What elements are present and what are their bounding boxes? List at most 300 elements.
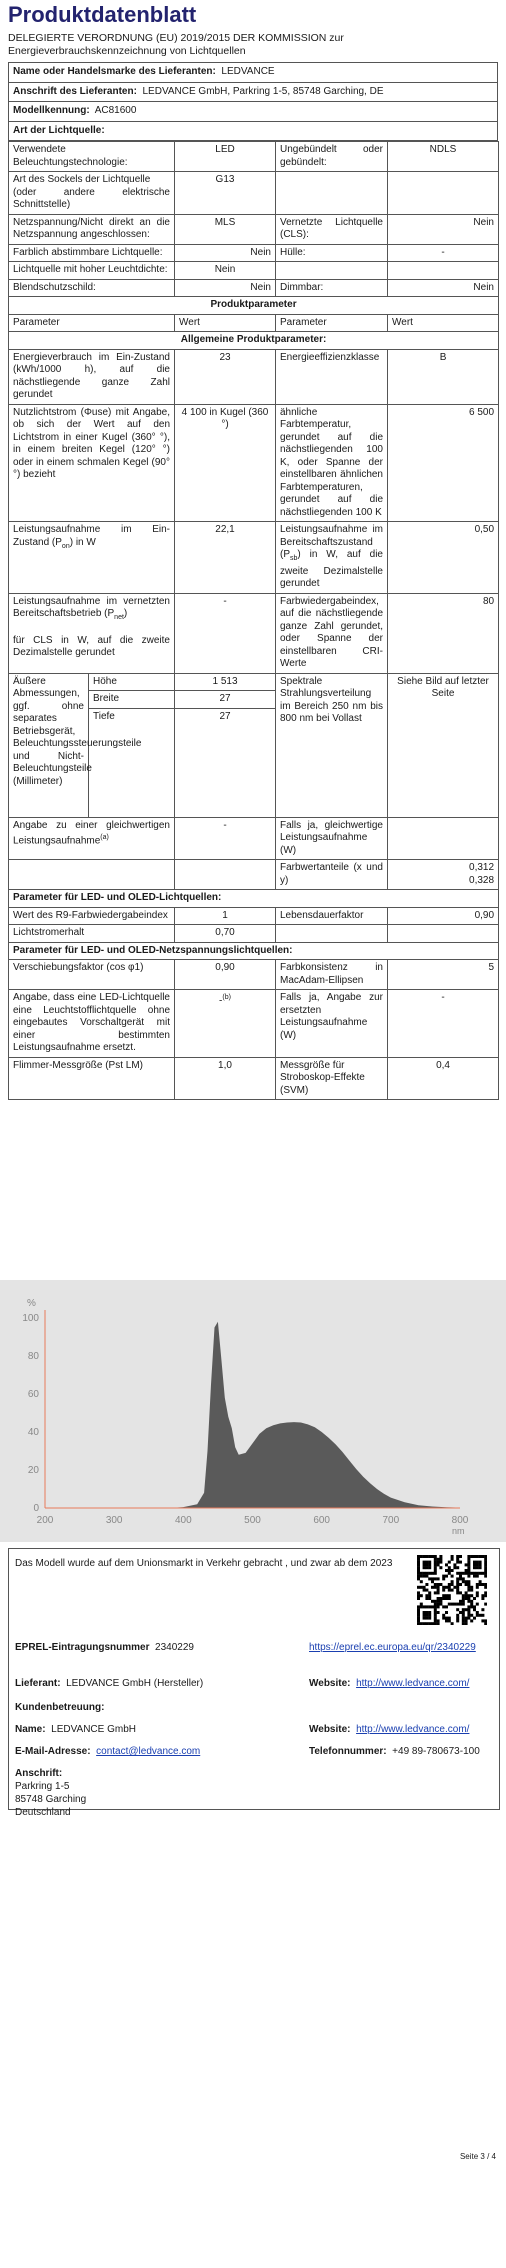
address-label: Anschrift: <box>15 1768 63 1779</box>
qr-module <box>484 1566 487 1569</box>
qr-module <box>417 1619 420 1622</box>
qr-module <box>456 1603 459 1606</box>
qr-module <box>428 1594 431 1597</box>
dimension-label: Höhe <box>89 673 175 691</box>
spectrum-chart <box>0 1280 506 1542</box>
qr-module <box>439 1597 442 1600</box>
qr-module <box>448 1619 451 1622</box>
qr-module <box>448 1594 451 1597</box>
cell-value: MLS <box>175 214 276 244</box>
supplier-row <box>9 83 497 103</box>
website2-label: Website: <box>309 1724 351 1735</box>
dimension-value: 27 <box>175 691 276 709</box>
qr-module <box>439 1603 442 1606</box>
qr-module <box>442 1589 445 1592</box>
qr-module <box>428 1605 431 1608</box>
qr-module <box>423 1622 426 1625</box>
qr-module <box>431 1622 434 1625</box>
cell-label: Netzspannung/Nicht direkt an die Netzspannung angeschlossen: <box>9 214 175 244</box>
qr-module <box>481 1594 484 1597</box>
label-text: für CLS in W, auf die zweite Dezimalstelle gerundet <box>13 634 170 658</box>
qr-module <box>437 1563 440 1566</box>
qr-module <box>484 1555 487 1558</box>
qr-module <box>425 1561 428 1564</box>
qr-module <box>423 1575 426 1578</box>
qr-module <box>479 1561 482 1564</box>
qr-module <box>451 1569 454 1572</box>
cell-value <box>388 817 499 860</box>
y-tick-label: 20 <box>27 1465 39 1476</box>
qr-module <box>417 1611 420 1614</box>
x-tick-label: 800 <box>451 1515 469 1526</box>
value-line: 0,312 <box>469 862 495 873</box>
qr-module <box>484 1569 487 1572</box>
cell-value: NDLS <box>388 142 499 172</box>
product-params-table <box>8 296 499 1100</box>
qr-module <box>431 1572 434 1575</box>
dimension-value: 27 <box>175 708 276 817</box>
qr-module <box>470 1555 473 1558</box>
qr-module <box>434 1614 437 1617</box>
qr-module <box>417 1597 420 1600</box>
qr-module <box>456 1586 459 1589</box>
qr-module <box>417 1569 420 1572</box>
qr-module <box>456 1617 459 1620</box>
row-value: AC81600 <box>94 105 137 116</box>
qr-module <box>470 1600 473 1603</box>
qr-module <box>448 1583 451 1586</box>
qr-module <box>476 1563 479 1566</box>
qr-module <box>456 1591 459 1594</box>
label-text: ) in W, auf die zweite Dezimalstelle gerundet <box>280 549 383 589</box>
phone-line <box>309 1745 480 1758</box>
qr-module <box>465 1619 468 1622</box>
qr-module <box>445 1586 448 1589</box>
cell-empty <box>9 860 175 890</box>
address-block <box>15 1767 86 1819</box>
name-label: Name: <box>15 1724 46 1735</box>
light-source-table <box>8 141 499 297</box>
y-tick-label: 100 <box>22 1313 39 1324</box>
qr-module <box>476 1603 479 1606</box>
qr-module <box>417 1614 420 1617</box>
cell-label-line: (oder andere elektrische Schnittstelle) <box>13 186 170 210</box>
qr-module <box>425 1563 428 1566</box>
qr-module <box>467 1583 470 1586</box>
qr-module <box>445 1617 448 1620</box>
qr-module <box>473 1605 476 1608</box>
phone-value: +49 89-780673-100 <box>392 1746 480 1757</box>
qr-module <box>476 1614 479 1617</box>
qr-module <box>437 1577 440 1580</box>
qr-module <box>428 1577 431 1580</box>
cell-empty <box>276 262 388 280</box>
qr-module <box>459 1591 462 1594</box>
cell-label <box>9 593 175 673</box>
qr-module <box>462 1622 465 1625</box>
qr-module <box>423 1614 426 1617</box>
email-link[interactable]: contact@ledvance.com <box>96 1746 201 1757</box>
cell-value: 80 <box>388 593 499 673</box>
cell-label: Lichtstromerhalt <box>9 925 175 943</box>
qr-module <box>420 1594 423 1597</box>
qr-module <box>437 1622 440 1625</box>
qr-module <box>462 1608 465 1611</box>
qr-module <box>473 1608 476 1611</box>
cell-label <box>9 172 175 215</box>
cell-value: G13 <box>175 172 276 215</box>
cell-label: Farblich abstimmbare Lichtquelle: <box>9 244 175 262</box>
label-superscript: (a) <box>100 834 109 841</box>
qr-module <box>425 1617 428 1620</box>
qr-module <box>448 1572 451 1575</box>
qr-module <box>451 1622 454 1625</box>
qr-module <box>473 1572 476 1575</box>
supplier-value: LEDVANCE GmbH (Hersteller) <box>66 1678 204 1689</box>
qr-module <box>470 1605 473 1608</box>
qr-module <box>476 1575 479 1578</box>
qr-module <box>434 1566 437 1569</box>
qr-module <box>425 1614 428 1617</box>
qr-module <box>467 1605 470 1608</box>
eprel-link[interactable]: https://eprel.ec.europa.eu/qr/2340229 <box>309 1642 476 1653</box>
qr-module <box>439 1566 442 1569</box>
qr-code-svg <box>417 1555 487 1625</box>
cell-label: Dimmbar: <box>276 279 388 297</box>
qr-module <box>470 1586 473 1589</box>
qr-module <box>484 1572 487 1575</box>
cell-label: Energieeffizienzklasse <box>276 349 388 404</box>
qr-module <box>417 1594 420 1597</box>
qr-module <box>448 1566 451 1569</box>
qr-module <box>425 1605 428 1608</box>
qr-module <box>465 1572 468 1575</box>
spectrum-svg <box>0 1280 506 1542</box>
qr-module <box>417 1605 420 1608</box>
qr-module <box>467 1566 470 1569</box>
cell-value <box>175 990 276 1058</box>
qr-module <box>434 1608 437 1611</box>
qr-module <box>439 1558 442 1561</box>
website-line <box>309 1677 469 1690</box>
cell-label: Falls ja, gleichwertige Leistungsaufnahme (W) <box>276 817 388 860</box>
qr-module <box>479 1566 482 1569</box>
x-tick-label: 400 <box>174 1515 192 1526</box>
dimension-value: 1 513 <box>175 673 276 691</box>
qr-module <box>420 1622 423 1625</box>
qr-module <box>451 1589 454 1592</box>
qr-module <box>470 1619 473 1622</box>
mains-heading: Parameter für LED- und OLED-Netzspannungslichtquellen: <box>9 942 499 960</box>
cell-empty <box>276 925 388 943</box>
qr-module <box>442 1605 445 1608</box>
qr-module <box>437 1561 440 1564</box>
qr-module <box>476 1572 479 1575</box>
qr-module <box>470 1594 473 1597</box>
qr-module <box>481 1583 484 1586</box>
qr-module <box>431 1586 434 1589</box>
cell-value: - <box>388 990 499 1058</box>
qr-module <box>459 1611 462 1614</box>
qr-module <box>442 1614 445 1617</box>
column-header: Parameter <box>276 314 388 332</box>
qr-module <box>470 1603 473 1606</box>
qr-module <box>428 1622 431 1625</box>
qr-module <box>417 1555 420 1558</box>
qr-module <box>445 1575 448 1578</box>
qr-module <box>428 1561 431 1564</box>
qr-module <box>465 1608 468 1611</box>
qr-module <box>479 1555 482 1558</box>
qr-module <box>417 1572 420 1575</box>
qr-module <box>423 1566 426 1569</box>
qr-module <box>470 1572 473 1575</box>
qr-module <box>476 1583 479 1586</box>
cell-label: Flimmer-Messgröße (Pst LM) <box>9 1057 175 1100</box>
email-line <box>15 1745 200 1758</box>
eprel-value: 2340229 <box>155 1642 194 1653</box>
cell-value: 1 <box>175 907 276 925</box>
qr-module <box>476 1555 479 1558</box>
qr-module <box>484 1603 487 1606</box>
qr-module <box>442 1586 445 1589</box>
cell-label: Wert des R9-Farbwiedergabeindex <box>9 907 175 925</box>
qr-module <box>484 1575 487 1578</box>
qr-module <box>481 1572 484 1575</box>
qr-module <box>417 1558 420 1561</box>
qr-module <box>456 1589 459 1592</box>
value-text: - <box>219 995 223 1007</box>
qr-module <box>467 1580 470 1583</box>
qr-module <box>484 1619 487 1622</box>
qr-module <box>437 1605 440 1608</box>
cell-label: Spektrale Strahlungsverteilung im Bereich 250 nm bis 800 nm bei Vollast <box>276 673 388 817</box>
qr-module <box>473 1597 476 1600</box>
row-value: LEDVANCE <box>221 66 275 77</box>
qr-module <box>456 1572 459 1575</box>
cell-label: Vernetzte Lichtquelle (CLS): <box>276 214 388 244</box>
qr-module <box>434 1583 437 1586</box>
led-heading: Parameter für LED- und OLED-Lichtquellen: <box>9 890 499 908</box>
qr-module <box>453 1603 456 1606</box>
cell-value: 5 <box>388 960 499 990</box>
eprel-label: EPREL-Eintragungsnummer <box>15 1642 150 1653</box>
qr-module <box>439 1600 442 1603</box>
qr-module <box>434 1619 437 1622</box>
qr-module <box>473 1566 476 1569</box>
qr-code-icon[interactable] <box>417 1555 487 1625</box>
dimension-label: Tiefe <box>89 708 175 817</box>
qr-module <box>459 1577 462 1580</box>
qr-module <box>451 1558 454 1561</box>
page-title: Produktdatenblatt <box>8 2 197 27</box>
website2-line <box>309 1723 469 1736</box>
qr-module <box>459 1555 462 1558</box>
qr-module <box>448 1586 451 1589</box>
qr-module <box>456 1555 459 1558</box>
qr-module <box>448 1569 451 1572</box>
qr-module <box>476 1566 479 1569</box>
qr-module <box>425 1622 428 1625</box>
qr-module <box>442 1597 445 1600</box>
qr-module <box>481 1555 484 1558</box>
cell-label: Lebensdauerfaktor <box>276 907 388 925</box>
qr-module <box>467 1575 470 1578</box>
supplier-line <box>15 1677 203 1690</box>
dimension-label: Breite <box>89 691 175 709</box>
regulation-text: DELEGIERTE VERORDNUNG (EU) 2019/2015 DER KOMMISSION zur Energieverbrauchskennzeichnung von Lichtquellen <box>8 32 344 57</box>
qr-module <box>437 1611 440 1614</box>
qr-module <box>473 1617 476 1620</box>
qr-module <box>467 1611 470 1614</box>
qr-module <box>428 1614 431 1617</box>
cell-label: Falls ja, Angabe zur ersetzten Leistungsaufnahme (W) <box>276 990 388 1058</box>
qr-module <box>428 1591 431 1594</box>
qr-module <box>439 1583 442 1586</box>
cell-value: LED <box>175 142 276 172</box>
qr-module <box>420 1586 423 1589</box>
cell-empty <box>276 172 388 215</box>
cell-value: 0,4 <box>388 1057 499 1100</box>
label-subscript: sb <box>290 555 298 562</box>
qr-module <box>484 1594 487 1597</box>
qr-module <box>459 1561 462 1564</box>
qr-module <box>462 1580 465 1583</box>
qr-module <box>437 1600 440 1603</box>
x-axis-label: nm <box>452 1526 465 1536</box>
qr-module <box>431 1605 434 1608</box>
qr-module <box>476 1611 479 1614</box>
qr-module <box>465 1594 468 1597</box>
qr-module <box>417 1577 420 1580</box>
qr-module <box>481 1619 484 1622</box>
qr-module <box>445 1619 448 1622</box>
x-tick-label: 600 <box>313 1515 331 1526</box>
address-line: Deutschland <box>15 1807 71 1818</box>
qr-module <box>431 1600 434 1603</box>
cell-label <box>9 817 175 860</box>
qr-module <box>425 1555 428 1558</box>
qr-module <box>459 1600 462 1603</box>
qr-module <box>428 1617 431 1620</box>
website-link[interactable]: http://www.ledvance.com/ <box>356 1678 470 1689</box>
qr-module <box>456 1619 459 1622</box>
label-text: Leistungsaufnahme im vernetzten Bereitschaftsbetrieb (P <box>13 595 170 619</box>
qr-module <box>425 1572 428 1575</box>
qr-module <box>467 1600 470 1603</box>
label-text: Leistungsaufnahme im Bereitschaftszustand (P <box>280 524 383 560</box>
row-value: LEDVANCE GmbH, Parkring 1-5, 85748 Garching, DE <box>142 85 384 97</box>
qr-module <box>456 1561 459 1564</box>
qr-module <box>476 1561 479 1564</box>
y-axis-label: % <box>27 1298 36 1309</box>
qr-module <box>437 1603 440 1606</box>
qr-module <box>434 1563 437 1566</box>
phone-label: Telefonnummer: <box>309 1746 387 1757</box>
cell-label: Lichtquelle mit hoher Leuchtdichte: <box>9 262 175 280</box>
qr-module <box>467 1561 470 1564</box>
column-header: Wert <box>175 314 276 332</box>
qr-module <box>473 1561 476 1564</box>
qr-module <box>479 1583 482 1586</box>
qr-module <box>476 1586 479 1589</box>
qr-module <box>434 1555 437 1558</box>
qr-module <box>434 1586 437 1589</box>
qr-module <box>434 1600 437 1603</box>
qr-module <box>470 1614 473 1617</box>
qr-module <box>459 1583 462 1586</box>
qr-module <box>473 1563 476 1566</box>
qr-module <box>448 1561 451 1564</box>
qr-module <box>451 1555 454 1558</box>
cell-label <box>9 522 175 594</box>
qr-module <box>445 1611 448 1614</box>
qr-module <box>484 1583 487 1586</box>
qr-module <box>479 1614 482 1617</box>
qr-module <box>445 1605 448 1608</box>
qr-module <box>437 1591 440 1594</box>
supplier-row <box>9 102 497 122</box>
qr-module <box>431 1577 434 1580</box>
qr-module <box>434 1603 437 1606</box>
qr-module <box>467 1563 470 1566</box>
qr-module <box>479 1580 482 1583</box>
x-tick-label: 300 <box>105 1515 123 1526</box>
y-tick-label: 60 <box>27 1389 39 1400</box>
support-name-line <box>15 1723 136 1736</box>
cell-label: Farbkonsistenz in MacAdam-Ellipsen <box>276 960 388 990</box>
qr-module <box>467 1589 470 1592</box>
qr-module <box>484 1586 487 1589</box>
label-subscript: on <box>61 542 70 550</box>
cell-empty <box>388 925 499 943</box>
qr-module <box>420 1580 423 1583</box>
website-label: Website: <box>309 1678 351 1689</box>
qr-module <box>434 1572 437 1575</box>
general-heading: Allgemeine Produktparameter: <box>9 332 499 350</box>
label-subscript: net <box>114 614 124 621</box>
y-tick-label: 0 <box>33 1503 39 1514</box>
website2-link[interactable]: http://www.ledvance.com/ <box>356 1724 470 1735</box>
qr-module <box>437 1619 440 1622</box>
qr-module <box>465 1569 468 1572</box>
page-number: Seite 3 / 4 <box>459 2152 496 2161</box>
qr-module <box>420 1575 423 1578</box>
qr-module <box>417 1566 420 1569</box>
qr-module <box>467 1608 470 1611</box>
cell-value: Nein <box>388 214 499 244</box>
qr-module <box>434 1561 437 1564</box>
qr-module <box>417 1591 420 1594</box>
qr-module <box>425 1597 428 1600</box>
cell-value: - <box>175 593 276 673</box>
qr-module <box>467 1594 470 1597</box>
qr-module <box>467 1586 470 1589</box>
cell-value: 1,0 <box>175 1057 276 1100</box>
cell-value: 22,1 <box>175 522 276 594</box>
qr-module <box>434 1611 437 1614</box>
qr-module <box>445 1563 448 1566</box>
qr-module <box>428 1611 431 1614</box>
qr-module <box>465 1622 468 1625</box>
qr-module <box>465 1583 468 1586</box>
qr-module <box>470 1589 473 1592</box>
cell-value: 0,50 <box>388 522 499 594</box>
qr-module <box>437 1586 440 1589</box>
qr-module <box>428 1597 431 1600</box>
address-line: 85748 Garching <box>15 1794 87 1805</box>
qr-module <box>445 1597 448 1600</box>
